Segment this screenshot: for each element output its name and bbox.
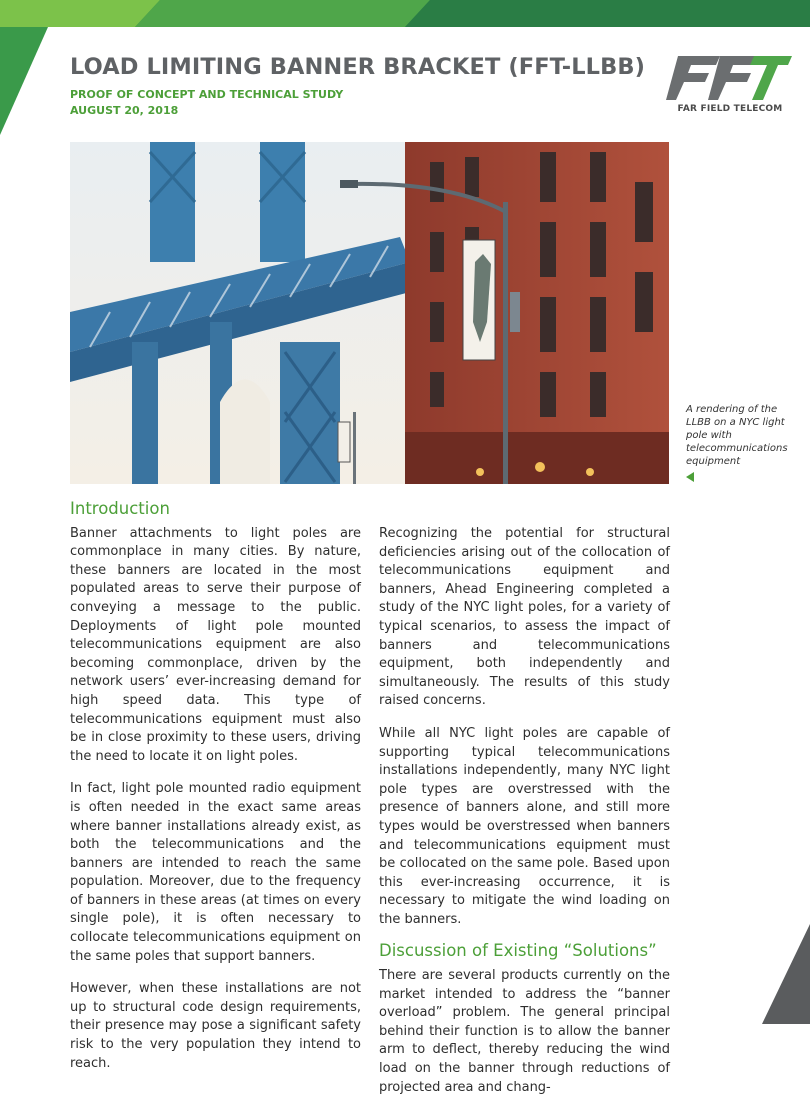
intro-paragraph: While all NYC light poles are capable of supporting typical telecommunications installations independently, many NYC light pole types are overstressed with the presence of banners alone, and still more types would be overstressed when banners and telecommunications equipment must be collocated on the same pole. Based upon this ever-increasing occurrence, it is necessary to mitigate the wind loading on the banners. xyxy=(379,725,670,927)
discussion-heading: Discussion of Existing “Solutions” xyxy=(379,941,657,961)
document-subtitle: PROOF OF CONCEPT AND TECHNICAL STUDY xyxy=(70,88,344,101)
left-color-wedge xyxy=(0,0,60,135)
introduction-heading: Introduction xyxy=(70,499,170,518)
figure-caption: A rendering of the LLBB on a NYC light pole with telecommunications equipment xyxy=(686,404,788,467)
intro-paragraph: Banner attachments to light poles are commonplace in many cities. By nature, these banners are located in the most populated areas to serve their purpose of conveying a message to the public. Deployments of light pole mounted telecommunications equipment are also becoming commonplace, driven by the network users’ ever-increasing demand for high speed data. This type of telecommunications equipment must also be in close proximity to these users, driving the need to locate it on light poles. xyxy=(70,525,361,764)
document-title: LOAD LIMITING BANNER BRACKET (FFT-LLBB) xyxy=(70,54,646,80)
corner-wedge xyxy=(762,924,810,1024)
intro-paragraph: In fact, light pole mounted radio equipment is often needed in the exact same areas where banner installations already exist, as both the telecommunications and the banners are intended to reach the same population. Moreover, due to the frequency of banners in these areas (at times on every single pole), it is often necessary to collocate telecommunications equipment on the same poles that support banners. xyxy=(70,781,361,964)
caption-pointer-icon xyxy=(686,472,694,482)
bridge-light-pole-photo xyxy=(70,142,669,484)
header-color-band xyxy=(0,0,810,27)
fft-logo-mark xyxy=(668,56,792,100)
intro-paragraph: Recognizing the potential for structural deficiencies arising out of the collocation of telecommunications equipment and banners, Ahead Engineering completed a study of the NYC light poles, for a variety of typical scenarios, to assess the impact of banners and telecommunications equipment, both independently and simultaneously. The results of this study raised concerns. xyxy=(379,526,670,709)
company-logo xyxy=(668,56,792,118)
company-name: FAR FIELD TELECOM xyxy=(677,104,783,114)
discussion-paragraph: There are several products currently on the market intended to address the “banner overload” problem. The general principal behind their function is to allow the banner arm to deflect, thereby reducing the wind load on the banner through reductions of projected area and chang- xyxy=(379,968,670,1095)
right-column xyxy=(379,525,670,1111)
document-date: AUGUST 20, 2018 xyxy=(70,104,179,117)
intro-paragraph: However, when these installations are not up to structural code design requirements, their presence may pose a significant safety risk to the very population they intend to reach. xyxy=(70,981,361,1071)
left-column xyxy=(70,500,361,1087)
